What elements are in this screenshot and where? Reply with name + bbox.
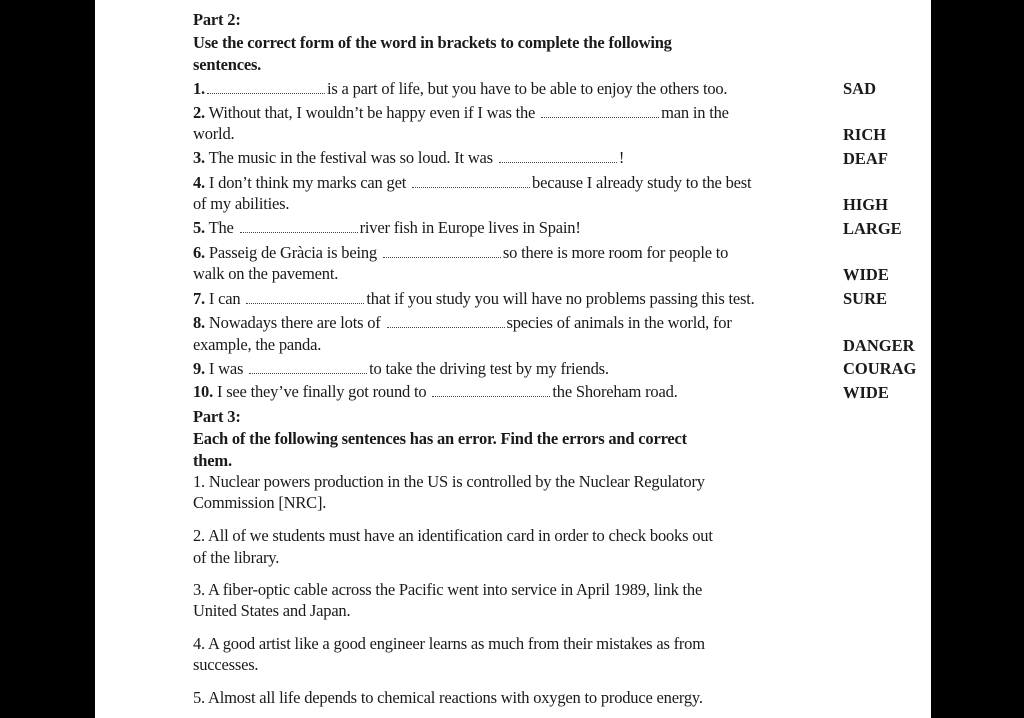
exercise-item-2: 2. Without that, I wouldn’t be happy even if I was the man in the [193,103,729,122]
error-sentence-5: 5. Almost all life depends to chemical reactions with oxygen to produce energy. [193,688,703,707]
answer-blank[interactable] [387,315,505,328]
exercise-item-8-cont: example, the panda. [193,335,322,354]
answer-blank[interactable] [249,361,367,374]
answer-blank[interactable] [499,150,617,163]
exercise-item-6: 6. Passeig de Gràcia is being so there is more room for people to [193,243,729,262]
keyword-7: SURE [843,289,888,308]
exercise-item-7: 7. I can that if you study you will have no problems passing this test. [193,289,755,308]
exercise-item-1: 1. is a part of life, but you have to be able to enjoy the others too. [193,79,728,98]
keyword-6: WIDE [843,265,889,284]
exercise-item-9: 9. I was to take the driving test by my friends. [193,359,609,378]
exercise-item-4-cont: of my abilities. [193,194,290,213]
error-sentence-2: 2. All of we students must have an identification card in order to check books out [193,526,713,545]
part2-instruction-cont: sentences. [193,55,262,74]
keyword-3: DEAF [843,149,888,168]
keyword-8: DANGER [843,336,915,355]
exercise-item-10: 10. I see they’ve finally got round to the Shoreham road. [193,382,678,401]
part2-heading: Part 2: [193,10,241,29]
keyword-1: SAD [843,79,877,98]
error-sentence-4: 4. A good artist like a good engineer learns as much from their mistakes as from [193,634,705,653]
keyword-9: COURAG [843,359,917,378]
exercise-item-6-cont: walk on the pavement. [193,264,339,283]
error-sentence-3: 3. A fiber-optic cable across the Pacific went into service in April 1989, link the [193,580,703,599]
error-sentence-3-cont: United States and Japan. [193,601,351,620]
keyword-5: LARGE [843,219,902,238]
exercise-item-5: 5. The river fish in Europe lives in Spain! [193,218,581,237]
answer-blank[interactable] [541,105,659,118]
exercise-item-3: 3. The music in the festival was so loud. It was ! [193,148,625,167]
answer-blank[interactable] [207,81,325,94]
answer-blank[interactable] [412,175,530,188]
exercise-item-8: 8. Nowadays there are lots of species of animals in the world, for [193,313,732,332]
part3-instruction: Each of the following sentences has an error. Find the errors and correct [193,429,687,448]
keyword-4: HIGH [843,195,888,214]
part2-instruction: Use the correct form of the word in brackets to complete the following [193,33,672,52]
part3-heading: Part 3: [193,407,241,426]
exercise-item-2-cont: world. [193,124,235,143]
exercise-item-4: 4. I don’t think my marks can get because I already study to the best [193,173,752,192]
worksheet-page [95,0,931,718]
error-sentence-1: 1. Nuclear powers production in the US is controlled by the Nuclear Regulatory [193,472,705,491]
error-sentence-2-cont: of the library. [193,548,280,567]
answer-blank[interactable] [383,245,501,258]
answer-blank[interactable] [240,220,358,233]
answer-blank[interactable] [246,291,364,304]
error-sentence-1-cont: Commission [NRC]. [193,493,327,512]
part3-instruction-cont: them. [193,451,232,470]
answer-blank[interactable] [432,384,550,397]
keyword-10: WIDE [843,383,889,402]
keyword-2: RICH [843,125,887,144]
error-sentence-4-cont: successes. [193,655,259,674]
